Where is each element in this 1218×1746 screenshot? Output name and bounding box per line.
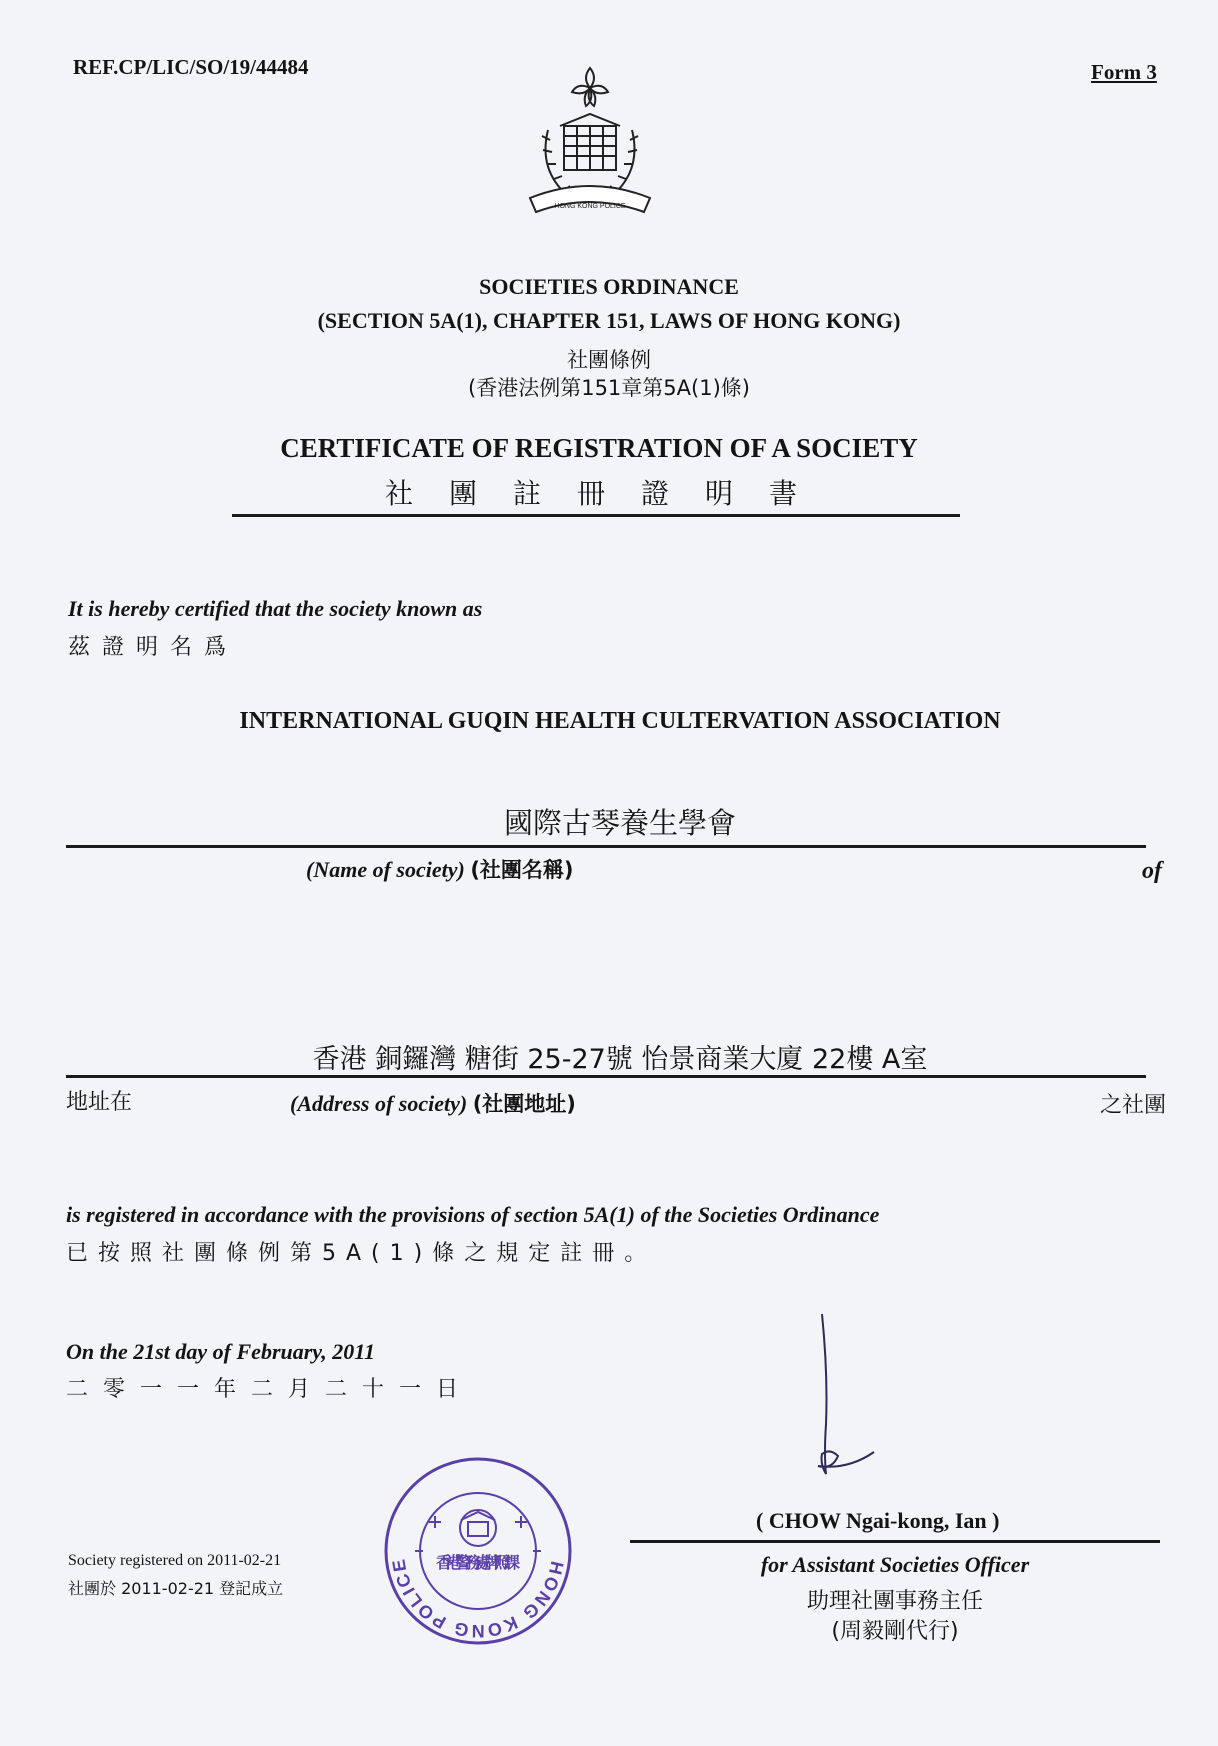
registration-text-en: is registered in accordance with the provisions of section 5A(1) of the Societies Ordinance — [66, 1202, 880, 1227]
crest-banner-text: HONG KONG POLICE — [554, 203, 626, 210]
stamp-outer-text: HONG KONG POLICE — [388, 1556, 568, 1642]
date-text-en: On the 21st day of February, 2011 — [66, 1339, 376, 1364]
society-name-line — [66, 845, 1146, 848]
society-address: 香港 銅鑼灣 糖街 25-27號 怡景商業大廈 22樓 A室 — [312, 1044, 928, 1075]
certify-text-zh: 茲證明名爲 — [68, 635, 239, 660]
society-name-zh: 國際古琴養生學會 — [503, 806, 736, 840]
form-number: Form 3 — [1091, 60, 1157, 84]
of-label: of — [1142, 858, 1162, 884]
ordinance-section-zh: (香港法例第151章第5A(1)條) — [468, 376, 750, 400]
signatory-note-zh: (周毅剛代行) — [831, 1619, 959, 1644]
footer-registered-en: Society registered on 2011-02-21 — [68, 1552, 282, 1569]
address-caption-en: (Address of society) — [290, 1091, 468, 1116]
certificate-title-en: CERTIFICATE OF REGISTRATION OF A SOCIETY — [280, 433, 918, 463]
stamp-inner-text: 香港警務處牌照課 — [436, 1553, 520, 1572]
ordinance-title-en: SOCIETIES ORDINANCE — [479, 274, 739, 299]
society-name-caption-zh: (社團名稱) — [470, 858, 574, 882]
signatory-title-en: for Assistant Societies Officer — [760, 1552, 1030, 1577]
address-left-label: 地址在 — [66, 1090, 133, 1115]
signatory-name: ( CHOW Ngai-kong, Ian ) — [756, 1508, 1000, 1533]
society-name-caption-en: (Name of society) — [306, 857, 465, 882]
reference-number: REF.CP/LIC/SO/19/44484 — [73, 55, 309, 79]
signature-line — [630, 1540, 1160, 1543]
ordinance-section-en: (SECTION 5A(1), CHAPTER 151, LAWS OF HONG KONG) — [317, 308, 901, 333]
footer-registered-zh: 社團於 2011-02-21 登記成立 — [68, 1579, 284, 1598]
hong-kong-police-crest-icon — [520, 60, 660, 222]
society-name-en: INTERNATIONAL GUQIN HEALTH CULTERVATION ASSOCIATION — [239, 708, 1001, 734]
registration-text-zh: 已按照社團條例第5A(1)條之規定註冊。 — [66, 1241, 657, 1266]
certificate-title-zh: 社團註冊證明書 — [384, 477, 833, 510]
address-right-label: 之社團 — [1100, 1093, 1167, 1118]
address-caption — [290, 1088, 576, 1118]
ordinance-title-zh: 社團條例 — [567, 348, 651, 372]
date-text-zh: 二零一一年二月二十一日 — [66, 1377, 474, 1402]
certify-text-en: It is hereby certified that the society known as — [68, 596, 483, 621]
signatory-title-zh: 助理社團事務主任 — [806, 1589, 983, 1614]
handwritten-signature — [800, 1310, 890, 1500]
address-line — [66, 1075, 1146, 1078]
licensing-office-stamp — [383, 1456, 573, 1646]
title-underline — [232, 514, 960, 517]
society-name-caption — [306, 854, 574, 884]
address-caption-zh: (社團地址) — [472, 1092, 576, 1116]
